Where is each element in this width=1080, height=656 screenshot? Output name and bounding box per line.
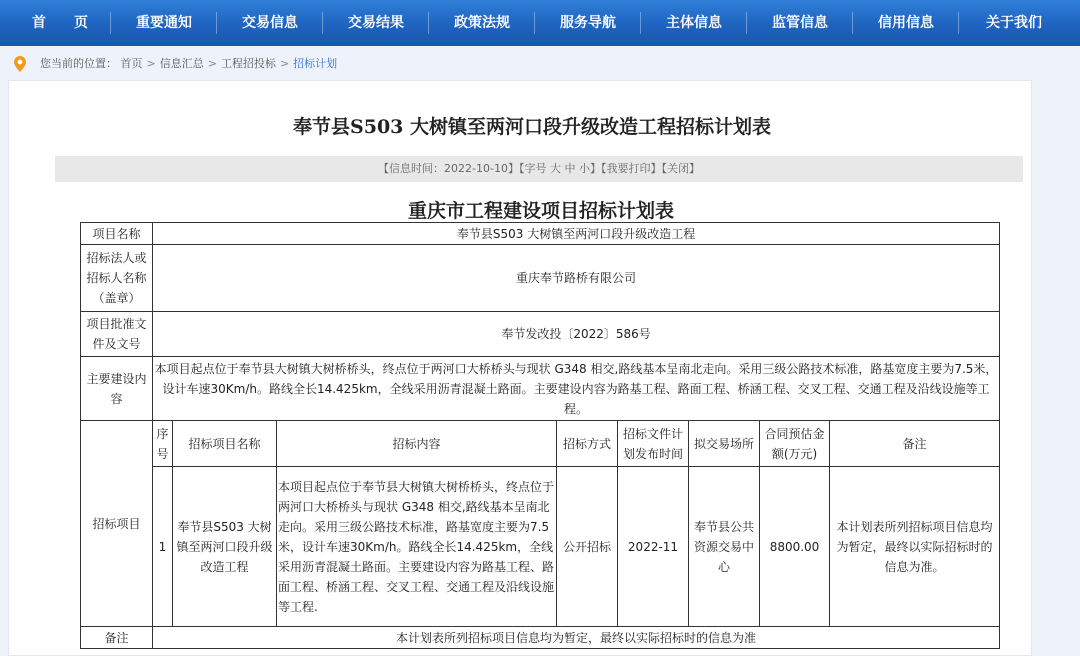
bid-item-method: 公开招标 bbox=[557, 467, 618, 627]
bid-plan-table bbox=[80, 222, 1000, 649]
table-row bbox=[81, 357, 1000, 421]
font-size-large[interactable]: 大 bbox=[549, 162, 561, 175]
project-name-value: 奉节县S503 大树镇至两河口段升级改造工程 bbox=[153, 223, 1000, 245]
breadcrumb-separator: > bbox=[146, 57, 156, 70]
breadcrumb-trail bbox=[40, 50, 337, 78]
bid-items-label: 招标项目 bbox=[81, 421, 153, 627]
breadcrumb-summary[interactable]: 信息汇总 bbox=[159, 57, 204, 70]
bid-item-publish-time: 2022-11 bbox=[618, 467, 689, 627]
nav-divider bbox=[958, 12, 959, 34]
nav-divider bbox=[322, 12, 323, 34]
construction-content-value: 本项目起点位于奉节县大树镇大树桥桥头，终点位于两河口大桥桥头与现状 G348 相交,路线基本呈南北走向。采用三级公路技术标准，路基宽度主要为7.5米，设计车速30Km/h。路线全长14.425km，全线采用沥青混凝土路面。主要建设内容为路基工程、路面工程、桥涵工程、交叉工程、交通工程及沿线设施等工程。 bbox=[153, 357, 1000, 421]
bid-item-remark: 本计划表所列招标项目信息均为暂定，最终以实际招标时的信息为准。 bbox=[830, 467, 1000, 627]
breadcrumb bbox=[0, 50, 1080, 78]
nav-item-policies[interactable]: 政策法规 bbox=[454, 15, 510, 31]
bid-item-amount: 8800.00 bbox=[760, 467, 830, 627]
nav-divider bbox=[110, 12, 111, 34]
column-header-content: 招标内容 bbox=[277, 421, 557, 467]
bid-item-no: 1 bbox=[153, 467, 173, 627]
breadcrumb-home[interactable]: 首页 bbox=[120, 57, 143, 70]
remark-value: 本计划表所列招标项目信息均为暂定，最终以实际招标时的信息为准 bbox=[153, 627, 1000, 649]
tenderer-label: 招标法人或招标人名称（盖章） bbox=[81, 245, 153, 312]
top-nav bbox=[0, 0, 1080, 46]
info-time-close: 】 bbox=[507, 162, 519, 175]
column-header-publish-time: 招标文件计划发布时间 bbox=[618, 421, 689, 467]
nav-item-about-us[interactable]: 关于我们 bbox=[986, 15, 1042, 31]
breadcrumb-prefix: 您当前的位置： bbox=[40, 57, 117, 70]
table-row bbox=[81, 245, 1000, 312]
breadcrumb-engineering[interactable]: 工程招投标 bbox=[220, 57, 276, 70]
nav-item-trade-info[interactable]: 交易信息 bbox=[242, 15, 298, 31]
info-time-label: 【信息时间： bbox=[378, 162, 445, 175]
nav-item-trade-results[interactable]: 交易结果 bbox=[348, 15, 404, 31]
table-row bbox=[81, 467, 1000, 627]
table-title: 重庆市工程建设项目招标计划表 bbox=[407, 200, 674, 222]
approval-label: 项目批准文件及文号 bbox=[81, 312, 153, 357]
construction-content-label: 主要建设内容 bbox=[81, 357, 153, 421]
column-header-amount: 合同预估金额(万元) bbox=[760, 421, 830, 467]
bid-item-name: 奉节县S503 大树镇至两河口段升级改造工程 bbox=[173, 467, 277, 627]
column-header-remark: 备注 bbox=[830, 421, 1000, 467]
table-row bbox=[81, 312, 1000, 357]
breadcrumb-separator: > bbox=[279, 57, 290, 70]
table-row bbox=[81, 627, 1000, 649]
nav-divider bbox=[640, 12, 641, 34]
column-header-venue: 拟交易场所 bbox=[689, 421, 760, 467]
nav-divider bbox=[852, 12, 853, 34]
nav-item-home[interactable]: 首 页 bbox=[32, 15, 88, 31]
breadcrumb-separator: > bbox=[207, 57, 217, 70]
table-row bbox=[81, 223, 1000, 245]
column-header-method: 招标方式 bbox=[557, 421, 618, 467]
bid-item-venue: 奉节县公共资源交易中心 bbox=[689, 467, 760, 627]
info-font-close: 】 bbox=[589, 162, 601, 175]
nav-divider bbox=[216, 12, 217, 34]
article-info-bar bbox=[55, 156, 1023, 182]
breadcrumb-current: 招标计划 bbox=[293, 57, 338, 70]
bid-item-content: 本项目起点位于奉节县大树镇大树桥桥头，终点位于两河口大桥桥头与现状 G348 相交,路线基本呈南北走向。采用三级公路技术标准，路基宽度主要为7.5米，设计车速30Km/h。路线全长14.425km，全线采用沥青混凝土路面。主要建设内容为路基工程、路面工程、桥涵工程、交叉工程、交通工程及沿线设施等工程. bbox=[277, 467, 557, 627]
column-header-name: 招标项目名称 bbox=[173, 421, 277, 467]
table-header-row bbox=[81, 421, 1000, 467]
nav-item-supervision[interactable]: 监管信息 bbox=[772, 15, 828, 31]
article-title: 奉节县S503 大树镇至两河口段升级改造工程招标计划表 bbox=[293, 116, 771, 138]
font-size-small[interactable]: 小 bbox=[578, 162, 590, 175]
info-font-label: 【字号 bbox=[518, 162, 547, 175]
nav-item-notices[interactable]: 重要通知 bbox=[136, 15, 192, 31]
column-header-no: 序号 bbox=[153, 421, 173, 467]
tenderer-value: 重庆奉节路桥有限公司 bbox=[153, 245, 1000, 312]
project-name-label: 项目名称 bbox=[81, 223, 153, 245]
nav-item-entity-info[interactable]: 主体信息 bbox=[666, 15, 722, 31]
print-link[interactable]: 【我要打印】 bbox=[600, 162, 662, 175]
nav-item-service-nav[interactable]: 服务导航 bbox=[560, 15, 616, 31]
location-pin-icon bbox=[14, 56, 26, 72]
close-link[interactable]: 【关闭】 bbox=[661, 162, 700, 175]
nav-divider bbox=[534, 12, 535, 34]
nav-divider bbox=[428, 12, 429, 34]
nav-divider bbox=[746, 12, 747, 34]
remark-label: 备注 bbox=[81, 627, 153, 649]
nav-item-credit-info[interactable]: 信用信息 bbox=[878, 15, 934, 31]
font-size-medium[interactable]: 中 bbox=[564, 162, 576, 175]
approval-value: 奉节发改投〔2022〕586号 bbox=[153, 312, 1000, 357]
info-time: 2022-10-10 bbox=[444, 162, 508, 175]
